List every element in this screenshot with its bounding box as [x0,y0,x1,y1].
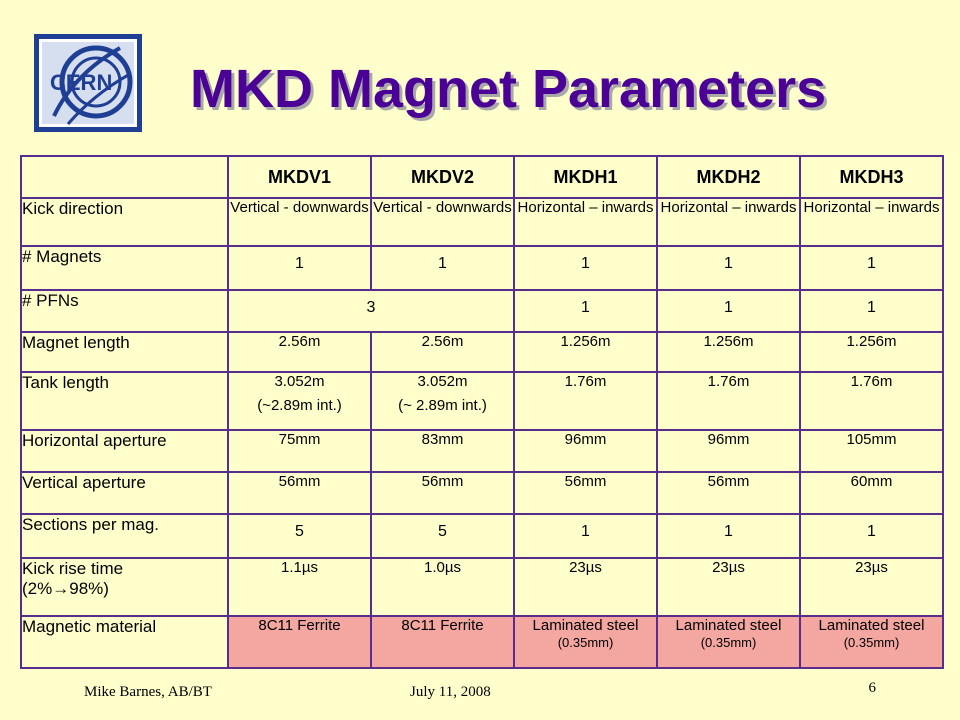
cell-value: 3.052m [417,373,468,390]
row-magnetic-material [21,616,943,668]
row-label-line1: Kick rise time [22,559,124,578]
table-cell: 1 [800,246,943,290]
table-cell: Horizontal – inwards [800,198,943,246]
table-cell: 1 [371,246,514,290]
table-cell: 8C11 Ferrite [228,616,371,668]
table-cell: Vertical - downwards [371,198,514,246]
row-label: Magnet length [21,332,228,372]
table-cell [657,616,800,668]
cell-note: (0.35mm) [700,635,757,650]
header-mkdh3: MKDH3 [800,156,943,198]
cell-note: (~2.89m int.) [257,397,342,414]
row-pfns [21,290,943,332]
table-cell: 96mm [514,430,657,472]
table-cell: 1.256m [514,332,657,372]
right-arrow-icon: → [52,579,70,598]
row-kick-rise-time [21,558,943,616]
row-kick-direction [21,198,943,246]
table-cell: 1 [657,514,800,558]
table-cell: 5 [371,514,514,558]
table-cell: 2.56m [371,332,514,372]
table-cell: 56mm [371,472,514,514]
table-cell: Horizontal – inwards [514,198,657,246]
cell-value: Laminated steel [532,617,639,634]
table-cell: 23µs [657,558,800,616]
row-label: Tank length [21,372,228,430]
table-cell: 105mm [800,430,943,472]
row-magnet-length [21,332,943,372]
table-cell: 56mm [657,472,800,514]
cell-note: (~ 2.89m int.) [398,397,487,414]
table-cell: 1.1µs [228,558,371,616]
header-mkdh2: MKDH2 [657,156,800,198]
table-cell: 83mm [371,430,514,472]
row-label: # Magnets [21,246,228,290]
table-cell: 23µs [514,558,657,616]
table-cell: 1.76m [657,372,800,430]
header-mkdh1: MKDH1 [514,156,657,198]
table-cell: Horizontal – inwards [657,198,800,246]
table-cell [228,372,371,430]
table-cell: 60mm [800,472,943,514]
table-cell: 56mm [228,472,371,514]
cell-value: Laminated steel [818,617,925,634]
table-cell: 75mm [228,430,371,472]
row-sections [21,514,943,558]
table-cell: Vertical - downwards [228,198,371,246]
row-label-line2a: (2% [22,579,53,598]
row-magnets [21,246,943,290]
table-cell-merged: 3 [228,290,514,332]
row-label: Horizontal aperture [21,430,228,472]
page-number: 6 [868,680,876,696]
table-cell: 1 [514,246,657,290]
row-label [21,558,228,616]
row-horizontal-aperture [21,430,943,472]
cern-logo [34,34,142,132]
table-cell: 2.56m [228,332,371,372]
header-mkdv1: MKDV1 [228,156,371,198]
table-cell [514,616,657,668]
cell-value: Laminated steel [675,617,782,634]
table-cell: 1 [514,514,657,558]
row-label: # PFNs [21,290,228,332]
header-mkdv2: MKDV2 [371,156,514,198]
table-cell: 5 [228,514,371,558]
cell-note: (0.35mm) [557,635,614,650]
table-cell: 1 [800,514,943,558]
table-cell [371,372,514,430]
table-cell: 8C11 Ferrite [371,616,514,668]
row-vertical-aperture [21,472,943,514]
table-cell: 56mm [514,472,657,514]
table-cell: 1.76m [800,372,943,430]
parameters-table [20,155,944,669]
cern-logo-text: CERN [50,70,113,95]
table-cell: 1 [800,290,943,332]
table-cell: 1 [228,246,371,290]
page-title: MKD Magnet Parameters [190,59,827,119]
table-cell: 1 [514,290,657,332]
table-cell: 23µs [800,558,943,616]
table-cell: 1 [657,290,800,332]
footer-date: July 11, 2008 [410,684,491,700]
table-cell: 1.256m [657,332,800,372]
cell-note: (0.35mm) [843,635,900,650]
row-label-line2b: 98%) [69,579,109,598]
row-label: Magnetic material [21,616,228,668]
table-cell: 1 [657,246,800,290]
table-cell: 96mm [657,430,800,472]
table-cell: 1.256m [800,332,943,372]
row-label: Sections per mag. [21,514,228,558]
table-cell [800,616,943,668]
footer-author: Mike Barnes, AB/BT [84,684,212,700]
header-empty [21,156,228,198]
cell-value: 3.052m [274,373,325,390]
row-label: Kick direction [21,198,228,246]
row-label: Vertical aperture [21,472,228,514]
row-tank-length [21,372,943,430]
header-row [21,156,943,198]
table-cell: 1.0µs [371,558,514,616]
table-cell: 1.76m [514,372,657,430]
